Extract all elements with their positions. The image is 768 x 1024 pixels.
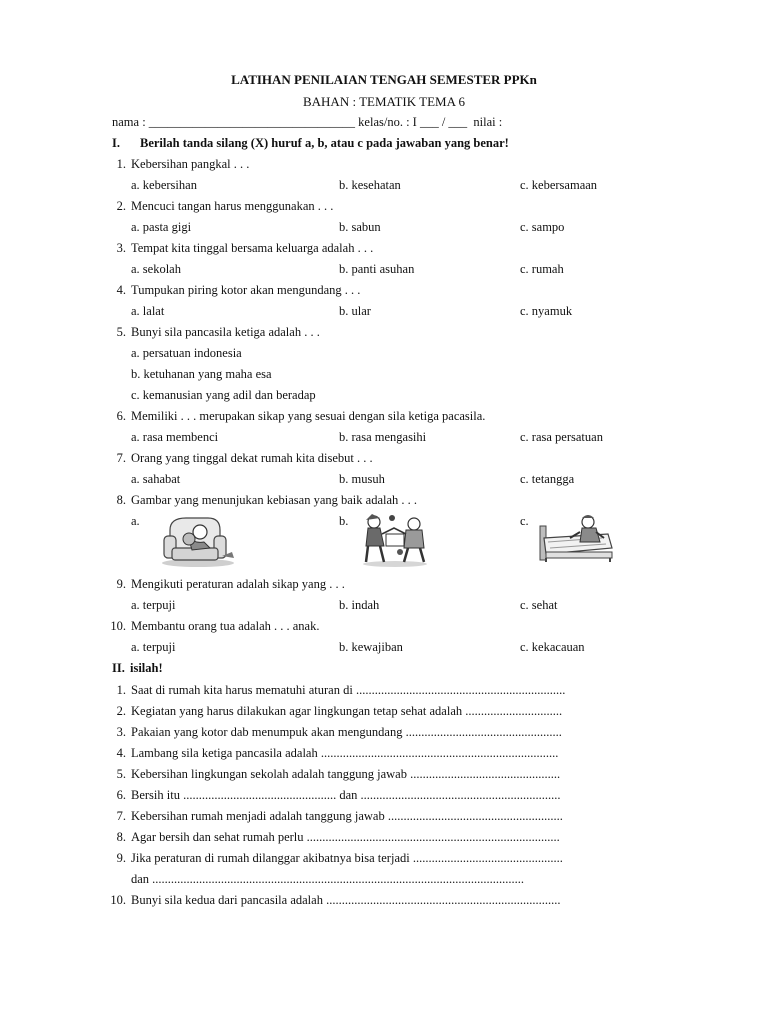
question-7 [0, 451, 768, 469]
question-text: Mencuci tangan harus menggunakan . . . [131, 199, 334, 213]
option-a: a. lalat [131, 304, 165, 318]
fill-item-1 [0, 683, 768, 701]
option-b: b. indah [339, 598, 380, 612]
question-number: 7. [116, 451, 126, 465]
question-text: Orang yang tinggal dekat rumah kita disebut . . . [131, 451, 373, 465]
question-4 [0, 283, 768, 301]
option-c: c. nyamuk [520, 304, 573, 318]
option-a: a. kebersihan [131, 178, 197, 192]
option-c: c. tetangga [520, 472, 575, 486]
option-c: c. rumah [520, 262, 564, 276]
item-text: Jika peraturan di rumah dilanggar akibatnya bisa terjadi ................................................ [131, 851, 563, 865]
item-number: 3. [116, 725, 126, 739]
question-number: 4. [116, 283, 126, 297]
item-text: Kebersihan rumah menjadi adalah tanggung jawab ........................................................ [131, 809, 563, 823]
item-text: Kegiatan yang harus dilakukan agar lingkungan tetap sehat adalah ............................... [131, 704, 563, 718]
question-number: 2. [116, 199, 126, 213]
question-number: 6. [116, 409, 126, 423]
section-1-number: I. [112, 136, 120, 150]
item-number: 10. [110, 893, 126, 907]
fill-item-2 [0, 704, 768, 722]
option-b: b. kesehatan [339, 178, 401, 192]
fill-item-8 [0, 830, 768, 848]
fill-item-9 [0, 851, 768, 869]
fill-item-10 [0, 893, 768, 911]
fill-item-7 [0, 809, 768, 827]
item-number: 9. [116, 851, 126, 865]
item-number: 7. [116, 809, 126, 823]
question-5 [0, 325, 768, 343]
student-id-line: nama : _________________________________ kelas/no. : I ___ / ___ nilai : [112, 115, 503, 129]
option-b: b. ketuhanan yang maha esa [131, 367, 272, 381]
option-b: b. ular [339, 304, 371, 318]
item-text: Saat di rumah kita harus mematuhi aturan di ................................................................... [131, 683, 566, 697]
item-text: Bersih itu ................................................. dan ................................................................ [131, 788, 561, 802]
question-text: Bunyi sila pancasila ketiga adalah . . . [131, 325, 320, 339]
option-a: a. terpuji [131, 598, 176, 612]
option-a: a. [131, 514, 140, 528]
question-number: 9. [116, 577, 126, 591]
option-c: c. kekacauan [520, 640, 585, 654]
item-number: 2. [116, 704, 126, 718]
item-text: Lambang sila ketiga pancasila adalah ............................................................................ [131, 746, 559, 760]
question-text: Mengikuti peraturan adalah sikap yang . . . [131, 577, 345, 591]
option-c: c. [520, 514, 529, 528]
question-number: 10. [110, 619, 126, 633]
section-2-number: II. [112, 661, 125, 675]
fill-item-4 [0, 746, 768, 764]
option-b: b. kewajiban [339, 640, 403, 654]
fill-item-6 [0, 788, 768, 806]
question-10 [0, 619, 768, 637]
option-a: a. sahabat [131, 472, 181, 486]
children-fighting-illustration [360, 512, 430, 568]
question-1 [0, 157, 768, 175]
question-number: 5. [116, 325, 126, 339]
option-c: c. kemanusian yang adil dan beradap [131, 388, 316, 402]
section-1-instruction: Berilah tanda silang (X) huruf a, b, atau c pada jawaban yang benar! [140, 136, 509, 150]
item-number: 5. [116, 767, 126, 781]
page-subtitle: BAHAN : TEMATIK TEMA 6 [302, 94, 466, 109]
question-2 [0, 199, 768, 217]
item-text: Kebersihan lingkungan sekolah adalah tanggung jawab ................................................ [131, 767, 561, 781]
armchair-person-illustration [158, 512, 238, 568]
option-a: a. persatuan indonesia [131, 346, 242, 360]
fill-item-9-continuation [0, 872, 768, 890]
page-title: LATIHAN PENILAIAN TENGAH SEMESTER PPKn [231, 72, 537, 87]
question-8 [0, 493, 768, 511]
item-number: 4. [116, 746, 126, 760]
item-number: 8. [116, 830, 126, 844]
question-text: Gambar yang menunjukan kebiasan yang baik adalah . . . [131, 493, 418, 507]
option-b: b. sabun [339, 220, 381, 234]
question-text: Tumpukan piring kotor akan mengundang . . . [131, 283, 361, 297]
question-text: Kebersihan pangkal . . . [131, 157, 250, 171]
option-c: c. rasa persatuan [520, 430, 603, 444]
question-9 [0, 577, 768, 595]
item-text: dan ....................................................................................................................... [131, 872, 525, 886]
question-number: 8. [116, 493, 126, 507]
question-text: Memiliki . . . merupakan sikap yang sesuai dengan sila ketiga pacasila. [131, 409, 486, 423]
option-a: a. pasta gigi [131, 220, 192, 234]
option-c: c. kebersamaan [520, 178, 598, 192]
question-number: 1. [116, 157, 126, 171]
question-text: Membantu orang tua adalah . . . anak. [131, 619, 320, 633]
fill-item-5 [0, 767, 768, 785]
item-text: Agar bersih dan sehat rumah perlu ................................................................................. [131, 830, 560, 844]
option-a: a. terpuji [131, 640, 176, 654]
option-c: c. sampo [520, 220, 565, 234]
question-number: 3. [116, 241, 126, 255]
option-b: b. panti asuhan [339, 262, 415, 276]
option-b: b. [339, 514, 349, 528]
section-2-instruction: isilah! [130, 661, 163, 675]
child-making-bed-illustration [538, 512, 618, 562]
item-text: Pakaian yang kotor dab menumpuk akan mengundang .................................................. [131, 725, 562, 739]
question-3 [0, 241, 768, 259]
fill-item-3 [0, 725, 768, 743]
item-number: 1. [116, 683, 126, 697]
question-6 [0, 409, 768, 427]
item-text: Bunyi sila kedua dari pancasila adalah ........................................................................... [131, 893, 561, 907]
item-number: 6. [116, 788, 126, 802]
option-a: a. sekolah [131, 262, 181, 276]
option-b: b. rasa mengasihi [339, 430, 427, 444]
option-b: b. musuh [339, 472, 385, 486]
option-c: c. sehat [520, 598, 558, 612]
option-a: a. rasa membenci [131, 430, 219, 444]
question-text: Tempat kita tinggal bersama keluarga adalah . . . [131, 241, 374, 255]
